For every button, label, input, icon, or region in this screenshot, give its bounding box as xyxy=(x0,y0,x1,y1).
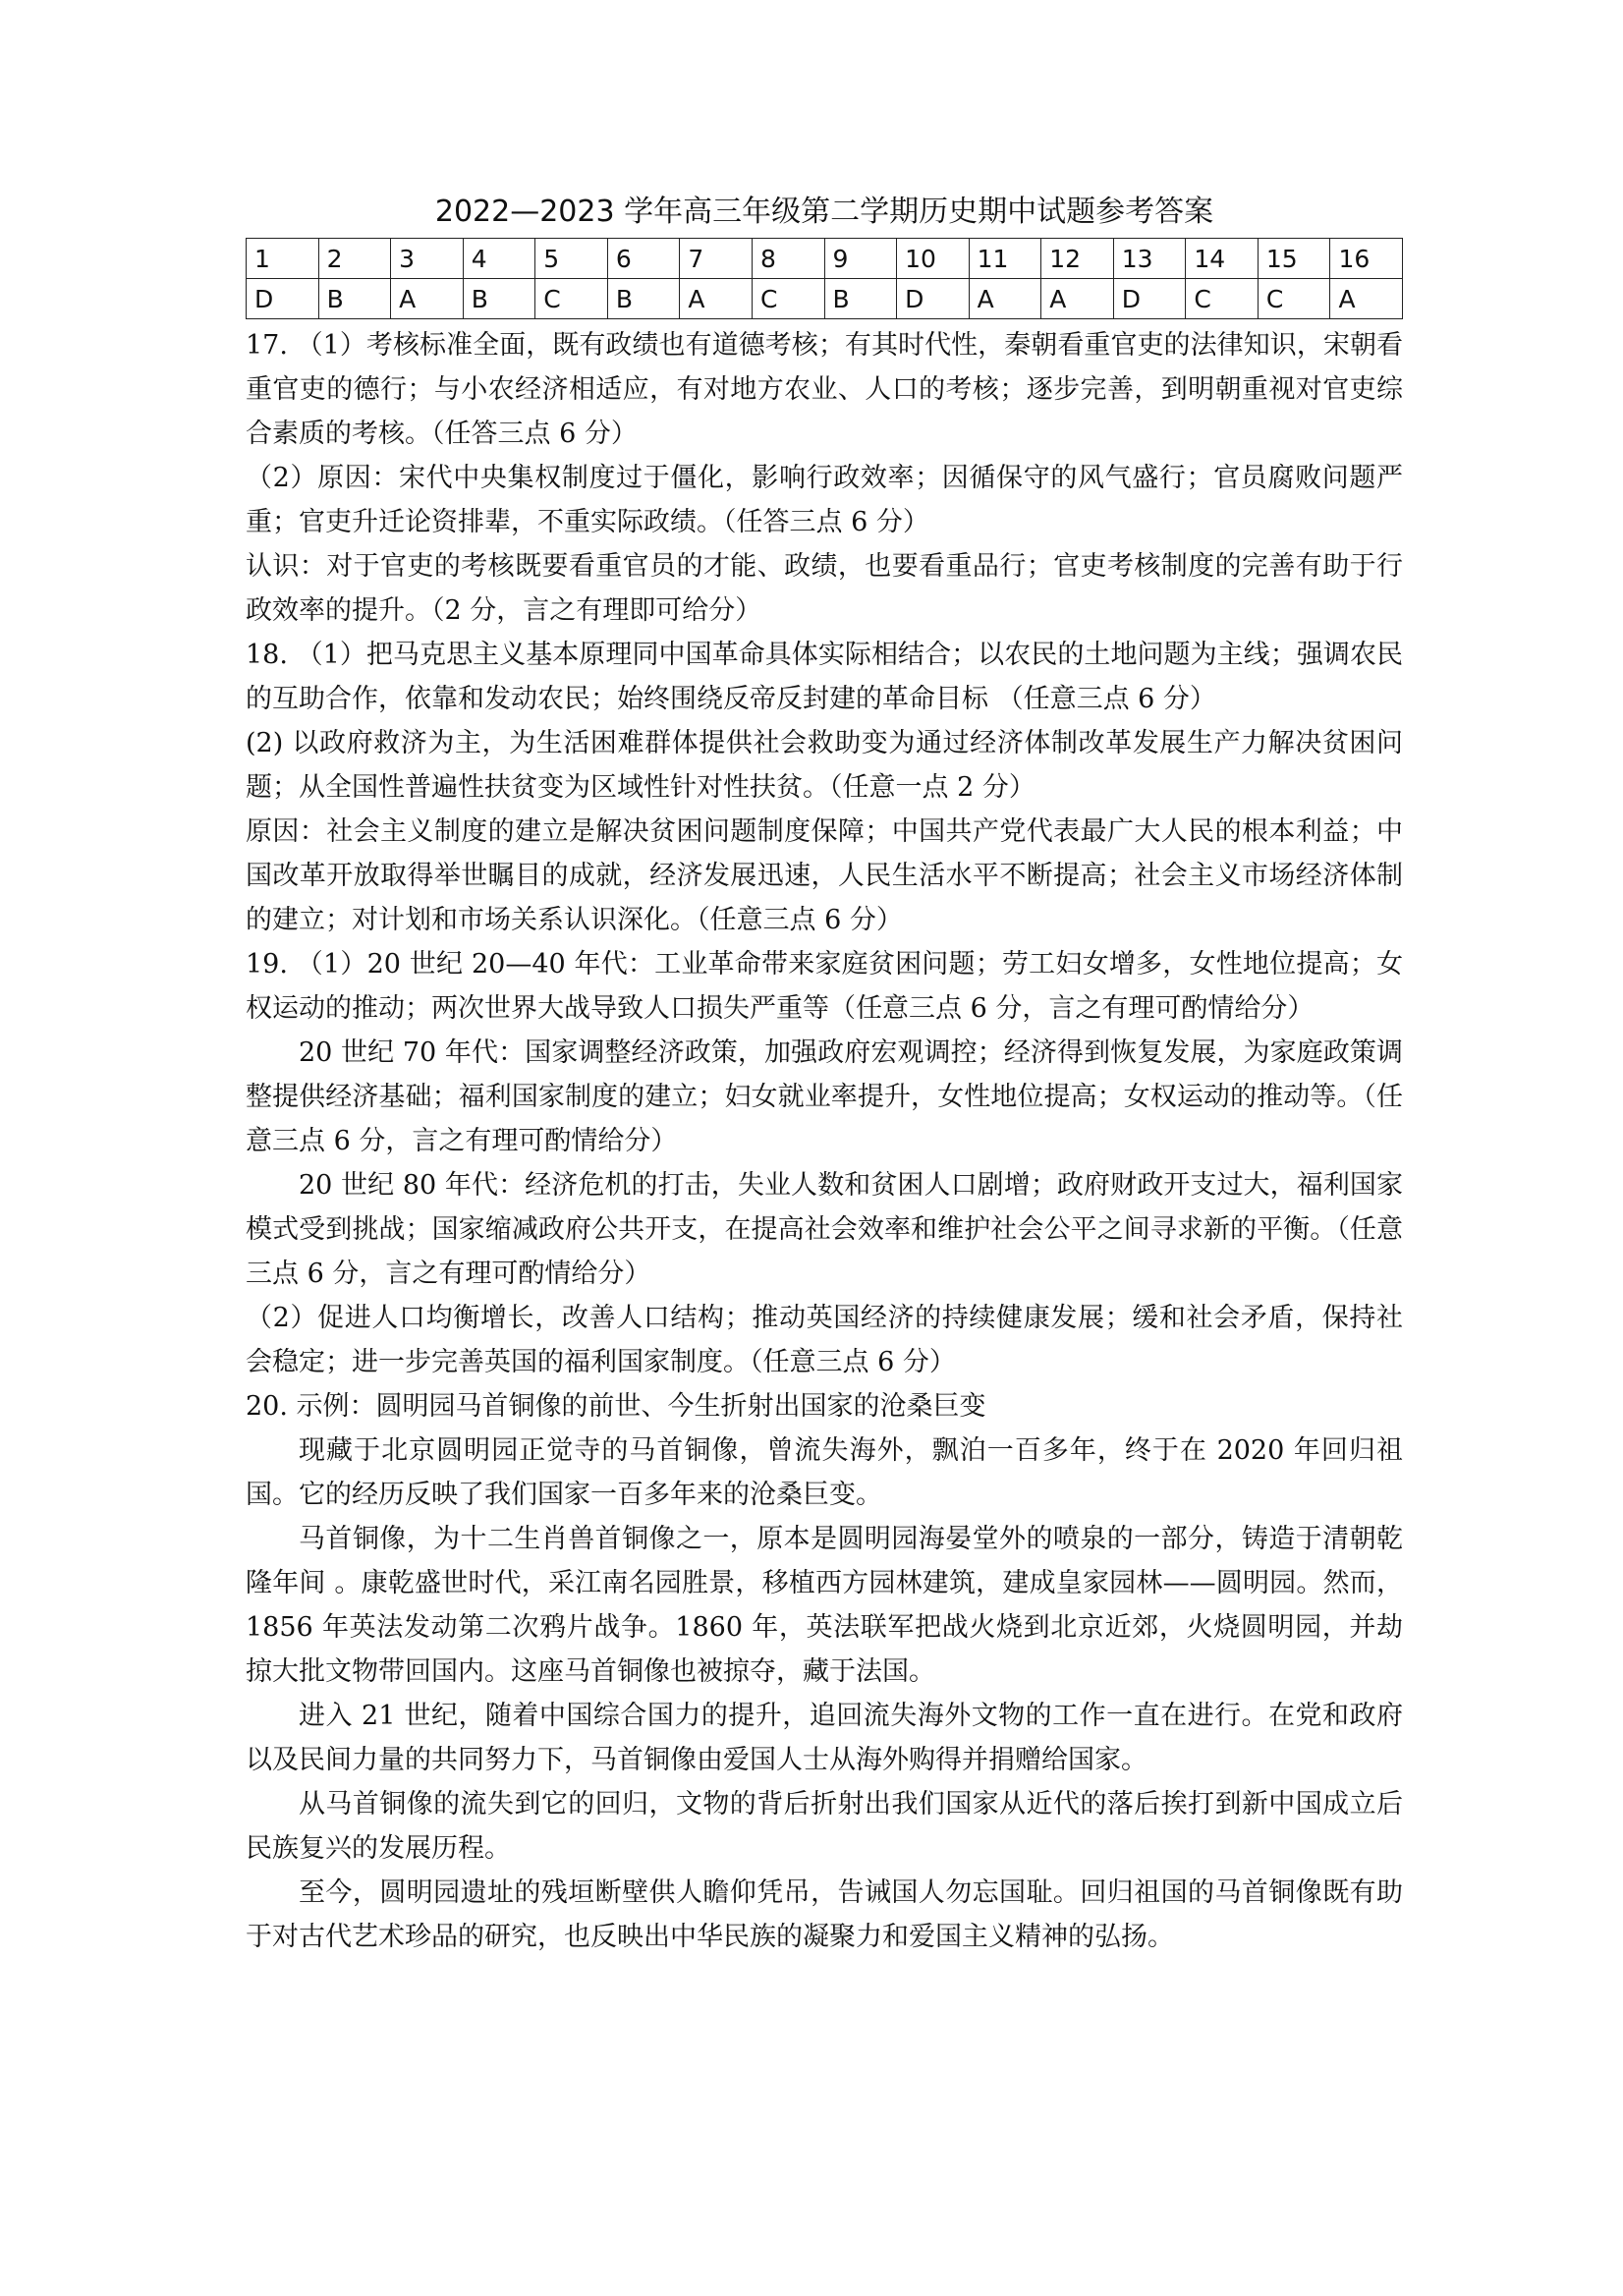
answer-cell: A xyxy=(1041,279,1114,319)
question-number-cell: 7 xyxy=(680,239,753,279)
question-number-cell: 8 xyxy=(752,239,824,279)
q17-part2-understanding: 认识：对于官吏的考核既要看重官员的才能、政绩，也要看重品行；官吏考核制度的完善有助于行政效率的提升。（2 分，言之有理即可给分） xyxy=(246,551,1403,626)
question-number-cell: 16 xyxy=(1330,239,1403,279)
q20-essay-paragraph: 至今，圆明园遗址的残垣断壁供人瞻仰凭吊，告诫国人勿忘国耻。回归祖国的马首铜像既有助于对古代艺术珍品的研究，也反映出中华民族的凝聚力和爱国主义精神的弘扬。 xyxy=(246,1877,1403,1952)
q18-part1-answer: 18. （1）把马克思主义基本原理同中国革命具体实际相结合；以农民的土地问题为主线；强调农民的互助合作，依靠和发动农民；始终围绕反帝反封建的革命目标 （任意三点 6 分） xyxy=(246,640,1403,714)
answer-cell: C xyxy=(535,279,608,319)
question-number-cell: 15 xyxy=(1258,239,1330,279)
answer-cell: D xyxy=(1113,279,1186,319)
page-title: 2022—2023 学年高三年级第二学期历史期中试题参考答案 xyxy=(434,195,1214,229)
question-number-cell: 5 xyxy=(535,239,608,279)
question-number-cell: 13 xyxy=(1113,239,1186,279)
answer-cell: A xyxy=(680,279,753,319)
answer-cell: A xyxy=(1330,279,1403,319)
question-number-cell: 1 xyxy=(247,239,319,279)
answer-sheet-page xyxy=(246,193,1403,1959)
q19-part1-1980s: 20 世纪 80 年代：经济危机的打击，失业人数和贫困人口剧增；政府财政开支过大，福利国家模式受到挑战；国家缩减政府公共开支，在提高社会效率和维护社会公平之间寻求新的平衡。（任意三点 6 分，言之有理可酌情给分） xyxy=(246,1170,1403,1289)
q20-essay-paragraph: 进入 21 世纪，随着中国综合国力的提升，追回流失海外文物的工作一直在进行。在党和政府以及民间力量的共同努力下，马首铜像由爱国人士从海外购得并捐赠给国家。 xyxy=(246,1701,1403,1775)
q20-essay-title: 20. 示例：圆明园马首铜像的前世、今生折射出国家的沧桑巨变 xyxy=(246,1391,986,1422)
answer-cell: C xyxy=(1186,279,1259,319)
answer-table xyxy=(246,238,1403,319)
answer-cell: B xyxy=(607,279,680,319)
question-number-cell: 4 xyxy=(463,239,535,279)
question-number-cell: 12 xyxy=(1041,239,1114,279)
answer-body xyxy=(246,323,1403,1959)
question-number-cell: 14 xyxy=(1186,239,1259,279)
answer-table-number-row xyxy=(247,239,1403,279)
answer-cell: D xyxy=(247,279,319,319)
answer-cell: C xyxy=(1258,279,1330,319)
q17-part2-reasons: （2）原因：宋代中央集权制度过于僵化，影响行政效率；因循保守的风气盛行；官员腐败问题严重；官吏升迁论资排辈，不重实际政绩。（任答三点 6 分） xyxy=(246,463,1403,537)
q17-part1-answer: 17. （1）考核标准全面，既有政绩也有道德考核；有其时代性，秦朝看重官吏的法律知识，宋朝看重官吏的德行；与小农经济相适应，有对地方农业、人口的考核；逐步完善，到明朝重视对官吏综合素质的考核。（任答三点 6 分） xyxy=(246,330,1403,449)
q18-part2-answer: (2) 以政府救济为主，为生活困难群体提供社会救助变为通过经济体制改革发展生产力解决贫困问题；从全国性普遍性扶贫变为区域性针对性扶贫。（任意一点 2 分） xyxy=(246,728,1403,803)
question-number-cell: 6 xyxy=(607,239,680,279)
q18-part2-reasons: 原因：社会主义制度的建立是解决贫困问题制度保障；中国共产党代表最广大人民的根本利益；中国改革开放取得举世瞩目的成就，经济发展迅速，人民生活水平不断提高；社会主义市场经济体制的建立；对计划和市场关系认识深化。（任意三点 6 分） xyxy=(246,816,1403,935)
answer-cell: B xyxy=(318,279,391,319)
q19-part1-1970s: 20 世纪 70 年代：国家调整经济政策，加强政府宏观调控；经济得到恢复发展，为家庭政策调整提供经济基础；福利国家制度的建立；妇女就业率提升，女性地位提高；女权运动的推动等。（任意三点 6 分，言之有理可酌情给分） xyxy=(246,1037,1403,1156)
answer-cell: B xyxy=(824,279,897,319)
q19-part2-answer: （2）促进人口均衡增长，改善人口结构；推动英国经济的持续健康发展；缓和社会矛盾，保持社会稳定；进一步完善英国的福利国家制度。（任意三点 6 分） xyxy=(246,1303,1403,1377)
question-number-cell: 2 xyxy=(318,239,391,279)
answer-cell: B xyxy=(463,279,535,319)
question-number-cell: 11 xyxy=(969,239,1041,279)
question-number-cell: 9 xyxy=(824,239,897,279)
q20-essay-paragraph: 从马首铜像的流失到它的回归，文物的背后折射出我们国家从近代的落后挨打到新中国成立后民族复兴的发展历程。 xyxy=(246,1789,1403,1864)
q20-essay-paragraph: 马首铜像，为十二生肖兽首铜像之一，原本是圆明园海晏堂外的喷泉的一部分，铸造于清朝乾隆年间 。康乾盛世时代，采江南名园胜景，移植西方园林建筑，建成皇家园林——圆明园。然而，1856 年英法发动第二次鸦片战争。1860 年，英法联军把战火烧到北京近郊，火烧圆明园，并劫掠大批文物带回国内。这座马首铜像也被掠夺，藏于法国。 xyxy=(246,1524,1403,1687)
answer-cell: C xyxy=(752,279,824,319)
answer-table-answer-row xyxy=(247,279,1403,319)
q19-part1-1920s-1940s: 19. （1）20 世纪 20—40 年代：工业革命带来家庭贫困问题；劳工妇女增多，女性地位提高；女权运动的推动；两次世界大战导致人口损失严重等（任意三点 6 分，言之有理可酌情给分） xyxy=(246,949,1403,1024)
question-number-cell: 3 xyxy=(391,239,464,279)
answer-cell: A xyxy=(969,279,1041,319)
answer-cell: A xyxy=(391,279,464,319)
answer-cell: D xyxy=(897,279,970,319)
q20-essay-paragraph: 现藏于北京圆明园正觉寺的马首铜像，曾流失海外，飘泊一百多年，终于在 2020 年回归祖国。它的经历反映了我们国家一百多年来的沧桑巨变。 xyxy=(246,1435,1403,1510)
question-number-cell: 10 xyxy=(897,239,970,279)
